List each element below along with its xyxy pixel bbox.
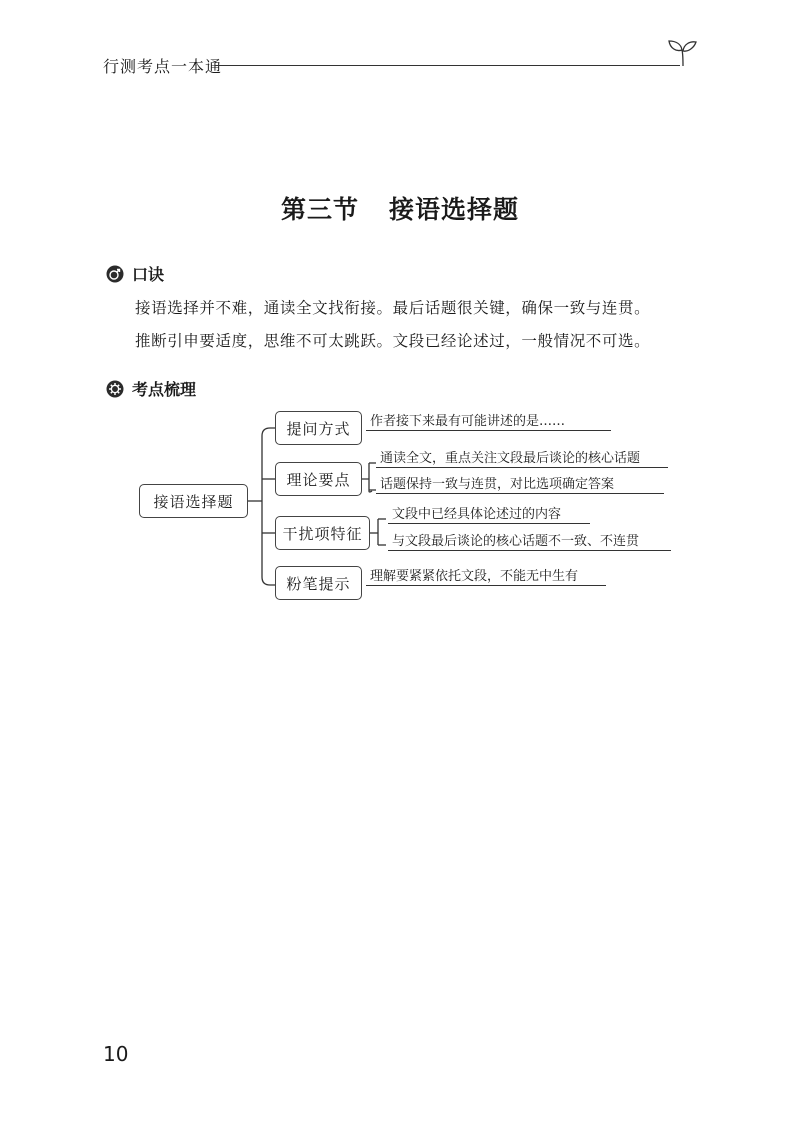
- branch-distractor-features: 干扰项特征: [275, 516, 370, 550]
- branch-fenbi-tip: 粉笔提示: [275, 566, 362, 600]
- leaf-fenbi-tip-1: 理解要紧紧依托文段，不能无中生有: [366, 565, 606, 586]
- branch-theory-points: 理论要点: [275, 462, 362, 496]
- mindmap-root: 接语选择题: [139, 484, 248, 518]
- leaf-distractor-2: 与文段最后谈论的核心话题不一致、不连贯: [388, 530, 671, 551]
- leaf-theory-1: 通读全文，重点关注文段最后谈论的核心话题: [376, 447, 668, 468]
- mnemonic-line-1: 接语选择并不难，通读全文找衔接。最后话题很关键，确保一致与连贯。: [135, 299, 651, 317]
- mnemonic-heading-text: 口诀: [132, 265, 165, 284]
- branch-question-format: 提问方式: [275, 411, 362, 445]
- section-number: 第三节: [280, 195, 359, 224]
- leaf-question-format-1: 作者接下来最有可能讲述的是……: [366, 410, 611, 431]
- leaf-distractor-1: 文段中已经具体论述过的内容: [388, 503, 590, 524]
- leaf-theory-2: 话题保持一致与连贯，对比选项确定答案: [376, 473, 664, 494]
- running-header-title: 行测考点一本通: [103, 57, 223, 76]
- page-number: 10: [103, 1042, 129, 1066]
- points-heading-text: 考点梳理: [132, 380, 197, 399]
- section-name: 接语选择题: [389, 195, 520, 224]
- mnemonic-line-2: 推断引申要适度，思维不可太跳跃。文段已经论述过，一般情况不可选。: [135, 332, 651, 350]
